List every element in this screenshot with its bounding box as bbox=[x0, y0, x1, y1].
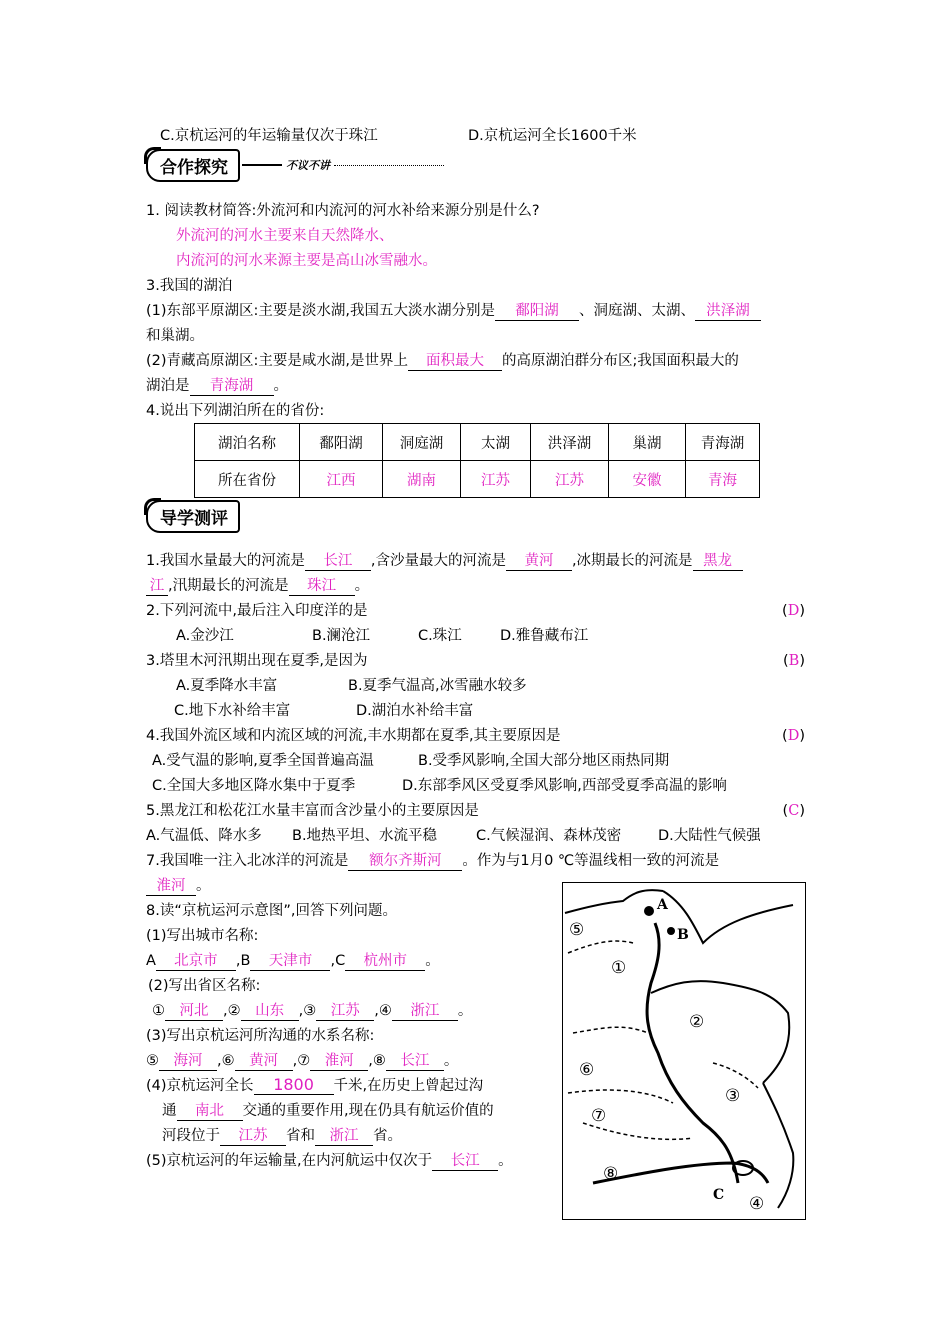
t2-text: 2.下列河流中,最后注入印度洋的是 bbox=[146, 603, 368, 619]
t4-opt-d: D.东部季风区受夏季风影响,西部受夏季高温的影响 bbox=[402, 778, 727, 794]
t3-opt-b: B.夏季气温高,冰雪融水较多 bbox=[348, 678, 527, 694]
answer-blank: 山东 bbox=[241, 1002, 299, 1021]
answer-blank: 海河 bbox=[159, 1052, 217, 1071]
answer-blank: 淮河 bbox=[310, 1052, 368, 1071]
q3-title: 3.我国的湖泊 bbox=[146, 278, 233, 294]
t3-opt-d: D.湖泊水补给丰富 bbox=[356, 703, 474, 719]
t8-provinces: ① 河北 ,② 山东 ,③ 江苏 ,④ 浙江 。 bbox=[152, 1003, 473, 1019]
answer-blank: 面积最大 bbox=[408, 352, 502, 371]
map-label-4: ④ bbox=[749, 1194, 765, 1214]
map-label-3: ③ bbox=[725, 1086, 741, 1106]
t5-opt-b: B.地热平坦、水流平稳 bbox=[292, 828, 438, 844]
t5-opt-c: C.气候湿润、森林茂密 bbox=[476, 828, 622, 844]
table-cell: 巢湖 bbox=[609, 424, 686, 461]
t4-opt-a: A.受气温的影响,夏季全国普遍高温 bbox=[152, 753, 374, 769]
t8-s2: (2)写出省区名称: bbox=[148, 978, 261, 994]
t3-answer: (B) bbox=[783, 653, 805, 669]
t8-s4-line2: 通 南北 交通的重要作用,现在仍具有航运价值的 bbox=[162, 1103, 494, 1119]
coast-line bbox=[763, 1083, 793, 1208]
section-title: 合作探究 bbox=[146, 149, 240, 182]
q1-answer-2: 内流河的河水来源主要是高山冰雪融水。 bbox=[176, 253, 437, 269]
answer-blank: 长江 bbox=[432, 1152, 498, 1171]
canal-line bbox=[647, 923, 741, 1183]
t3-opt-c: C.地下水补给丰富 bbox=[174, 703, 291, 719]
map-label-1: ① bbox=[611, 958, 627, 978]
t8-rivers: ⑤ 海河 ,⑥ 黄河 ,⑦ 淮河 ,⑧ 长江 。 bbox=[146, 1053, 459, 1069]
answer-blank: 1800 bbox=[254, 1076, 334, 1095]
t1-line1: 1.我国水量最大的河流是 长江 ,含沙量最大的河流是 黄河 ,冰期最长的河流是 黑龙 bbox=[146, 551, 743, 571]
t8-s5: (5)京杭运河的年运输量,在内河航运中仅次于 长江 。 bbox=[146, 1153, 513, 1169]
section-tag: 不议不讲 bbox=[286, 159, 330, 172]
table-row bbox=[195, 424, 760, 461]
section-header-cooperative bbox=[146, 150, 444, 180]
t3-text: 3.塔里木河汛期出现在夏季,是因为 bbox=[146, 653, 368, 669]
t2-opt-c: C.珠江 bbox=[418, 628, 462, 644]
answer-blank: 长江 bbox=[386, 1052, 444, 1071]
t8-s4-line3: 河段位于 江苏 省和 浙江 省。 bbox=[162, 1128, 402, 1144]
t5-answer: (C) bbox=[782, 803, 805, 819]
table-cell: 江西 bbox=[300, 461, 383, 498]
table-cell: 鄱阳湖 bbox=[300, 424, 383, 461]
answer-blank: 天津市 bbox=[250, 952, 330, 971]
t4-text: 4.我国外流区域和内流区域的河流,丰水期都在夏季,其主要原因是 bbox=[146, 728, 561, 744]
q1-text: 1. 阅读教材简答:外流河和内流河的河水补给来源分别是什么? bbox=[146, 203, 540, 219]
map-drawing bbox=[563, 883, 805, 1219]
table-cell: 洪泽湖 bbox=[531, 424, 609, 461]
answer-blank: 杭州市 bbox=[345, 952, 425, 971]
t2-opt-a: A.金沙江 bbox=[176, 628, 234, 644]
t2-answer: (D) bbox=[782, 603, 805, 619]
river-line bbox=[568, 1090, 673, 1103]
option-c: C.京杭运河的年运输量仅次于珠江 bbox=[160, 128, 378, 144]
table-cell: 湖泊名称 bbox=[195, 424, 300, 461]
t8-s3: (3)写出京杭运河所沟通的水系名称: bbox=[146, 1028, 375, 1044]
answer-blank: 淮河 bbox=[146, 877, 196, 896]
lake-province-table bbox=[194, 423, 760, 498]
table-cell: 青海 bbox=[686, 461, 760, 498]
answer-blank: 江 bbox=[146, 577, 168, 596]
section-header-assessment bbox=[146, 501, 240, 531]
t2-opt-d: D.雅鲁藏布江 bbox=[500, 628, 589, 644]
answer-blank: 鄱阳湖 bbox=[495, 302, 579, 321]
river-line bbox=[573, 1027, 648, 1033]
map-label-8: ⑧ bbox=[603, 1164, 619, 1184]
answer-blank: 河北 bbox=[165, 1002, 223, 1021]
header-rule bbox=[242, 164, 282, 166]
answer-blank: 额尔齐斯河 bbox=[348, 852, 462, 871]
t7-line2: 淮河 。 bbox=[146, 876, 211, 896]
table-cell: 江苏 bbox=[531, 461, 609, 498]
t8-s1: (1)写出城市名称: bbox=[146, 928, 259, 944]
t8-cities: A 北京市 ,B 天津市 ,C 杭州市 。 bbox=[146, 953, 440, 969]
map-label-6: ⑥ bbox=[579, 1060, 595, 1080]
table-cell: 太湖 bbox=[461, 424, 531, 461]
table-cell: 洞庭湖 bbox=[383, 424, 461, 461]
answer-blank: 珠江 bbox=[289, 577, 355, 596]
answer-blank: 黄河 bbox=[235, 1052, 293, 1071]
city-b-dot bbox=[667, 927, 675, 935]
table-cell: 青海湖 bbox=[686, 424, 760, 461]
table-cell: 江苏 bbox=[461, 461, 531, 498]
answer-blank: 黑龙 bbox=[693, 552, 743, 571]
map-label-b: B bbox=[677, 927, 689, 943]
coast-line bbox=[651, 981, 789, 1083]
table-cell: 湖南 bbox=[383, 461, 461, 498]
t7-line1: 7.我国唯一注入北冰洋的河流是 额尔齐斯河 。作为与1月0 ℃等温线相一致的河流是 bbox=[146, 853, 720, 869]
t4-opt-b: B.受季风影响,全国大部分地区雨热同期 bbox=[418, 753, 670, 769]
map-label-2: ② bbox=[689, 1012, 705, 1032]
answer-blank: 南北 bbox=[177, 1102, 243, 1121]
grand-canal-map bbox=[562, 882, 806, 1220]
map-label-c: C bbox=[713, 1187, 725, 1203]
answer-blank: 北京市 bbox=[156, 952, 236, 971]
t8-text: 8.读“京杭运河示意图”,回答下列问题。 bbox=[146, 903, 397, 919]
section-title: 导学测评 bbox=[146, 500, 240, 533]
q3-part2: (2)青藏高原湖区:主要是咸水湖,是世界上 面积最大 的高原湖泊群分布区;我国面积最大的 bbox=[146, 353, 739, 369]
q4-text: 4.说出下列湖泊所在的省份: bbox=[146, 403, 325, 419]
table-cell: 所在省份 bbox=[195, 461, 300, 498]
answer-blank: 江苏 bbox=[316, 1002, 374, 1021]
city-a-dot bbox=[644, 906, 654, 916]
answer-blank: 长江 bbox=[305, 552, 371, 571]
t5-opt-d: D.大陆性气候强 bbox=[658, 828, 761, 844]
river-line bbox=[568, 941, 633, 953]
map-label-5: ⑤ bbox=[569, 920, 585, 940]
answer-blank: 青海湖 bbox=[190, 377, 274, 396]
answer-blank: 浙江 bbox=[392, 1002, 458, 1021]
t2-opt-b: B.澜沧江 bbox=[312, 628, 371, 644]
option-d: D.京杭运河全长1600千米 bbox=[468, 128, 637, 144]
q3-part1: (1)东部平原湖区:主要是淡水湖,我国五大淡水湖分别是 鄱阳湖 、洞庭湖、太湖、 洪泽湖 bbox=[146, 301, 761, 321]
map-label-a: A bbox=[657, 897, 668, 913]
map-label-7: ⑦ bbox=[591, 1106, 607, 1126]
t4-answer: (D) bbox=[782, 728, 805, 744]
river-line bbox=[593, 1163, 768, 1183]
t4-opt-c: C.全国大多地区降水集中于夏季 bbox=[152, 778, 356, 794]
table-cell: 安徽 bbox=[609, 461, 686, 498]
answer-blank: 江苏 bbox=[220, 1127, 286, 1146]
answer-blank: 浙江 bbox=[315, 1127, 373, 1146]
table-row bbox=[195, 461, 760, 498]
t5-text: 5.黑龙江和松花江水量丰富而含沙量小的主要原因是 bbox=[146, 803, 479, 819]
border-line bbox=[713, 1063, 758, 1088]
q3-part1-end: 和巢湖。 bbox=[146, 328, 204, 344]
answer-blank: 黄河 bbox=[506, 552, 572, 571]
header-dots bbox=[334, 165, 444, 166]
t8-s4-line1: (4)京杭运河全长 1800 千米,在历史上曾起过沟 bbox=[146, 1075, 484, 1094]
t1-line2: 江 ,汛期最长的河流是 珠江 。 bbox=[146, 576, 369, 596]
t3-opt-a: A.夏季降水丰富 bbox=[176, 678, 278, 694]
q3-part2-line2: 湖泊是 青海湖 。 bbox=[146, 378, 288, 394]
q1-answer-1: 外流河的河水主要来自天然降水、 bbox=[176, 228, 394, 244]
t5-opt-a: A.气温低、降水多 bbox=[146, 828, 262, 844]
answer-blank: 洪泽湖 bbox=[695, 302, 761, 321]
